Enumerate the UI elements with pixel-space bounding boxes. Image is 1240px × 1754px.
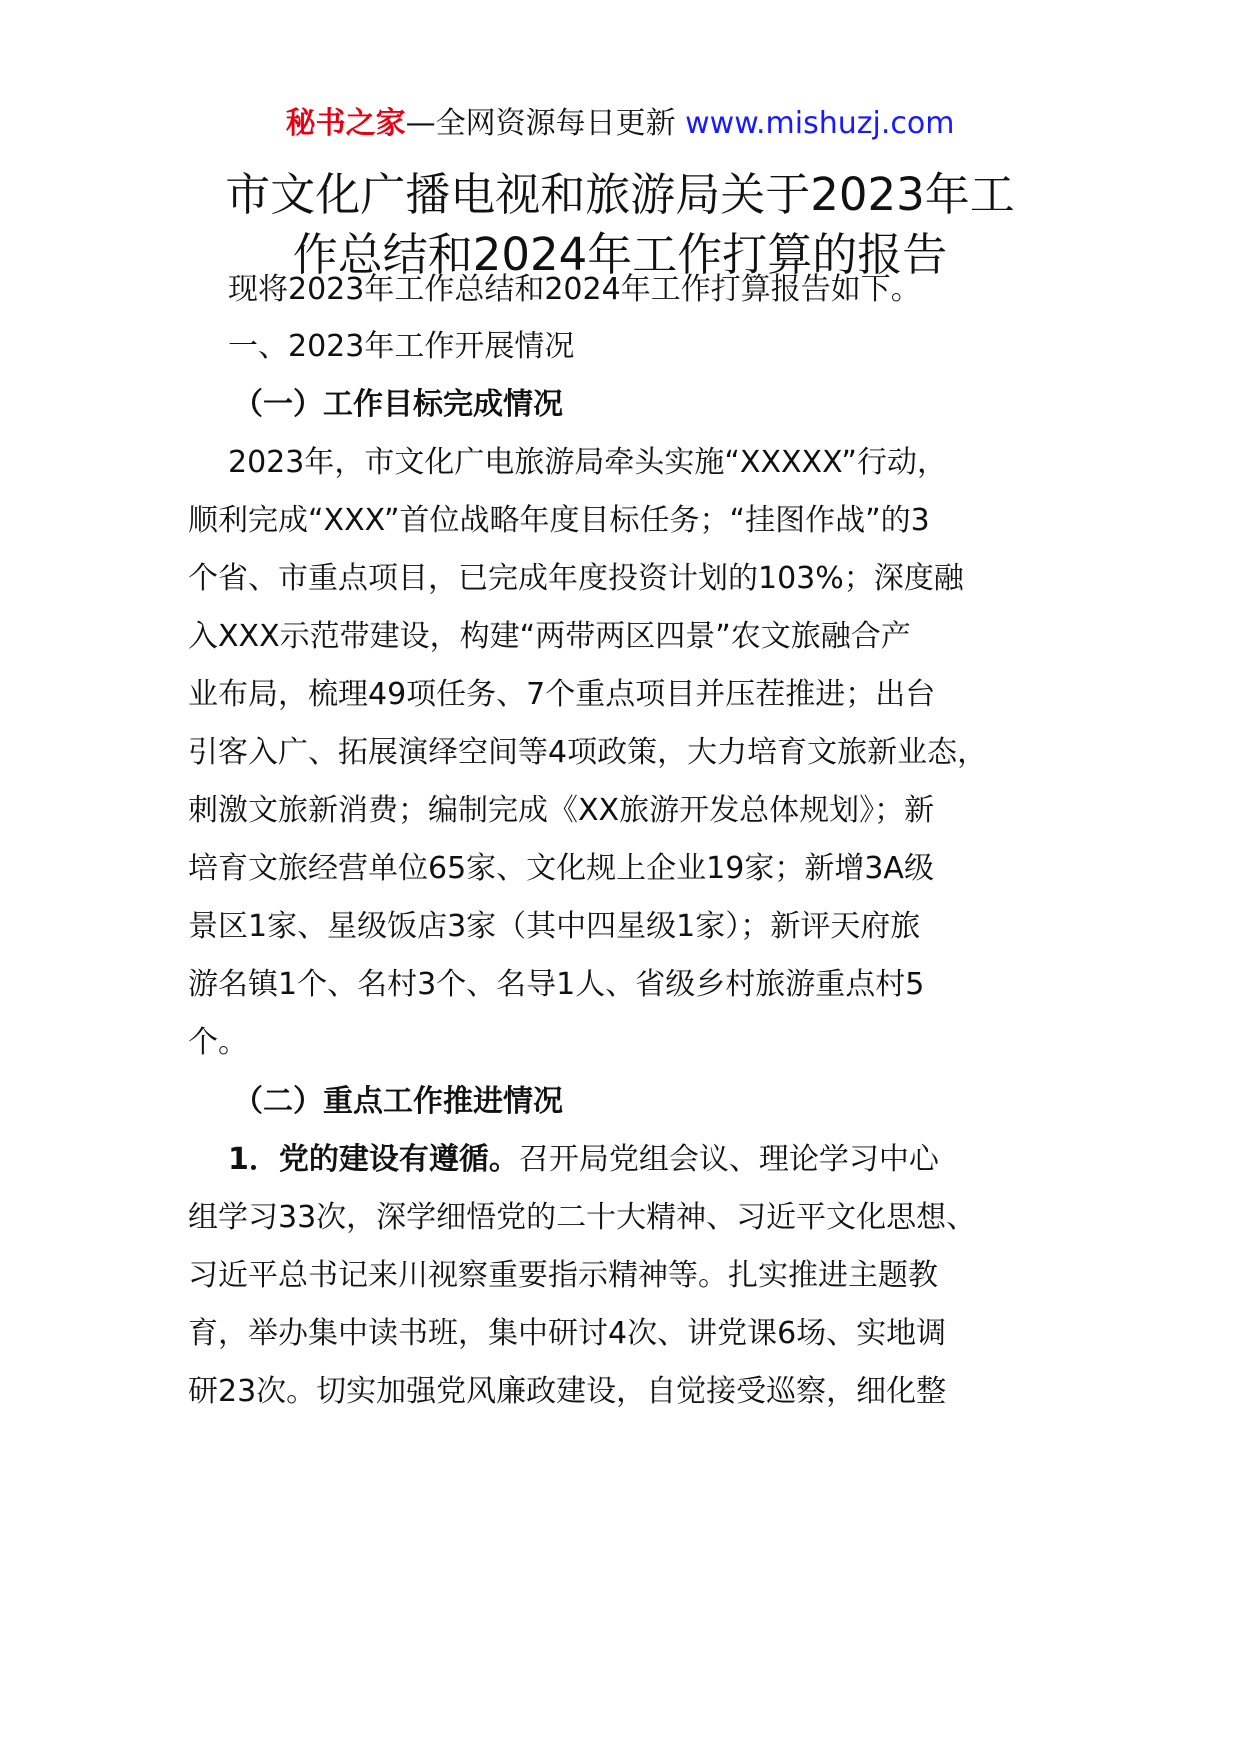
paragraph-line: 培育文旅经营单位65家、文化规上企业19家；新增3A级 xyxy=(188,851,934,886)
paragraph-line: 研23次。切实加强党风廉政建设，自觉接受巡察，细化整 xyxy=(188,1374,947,1409)
intro-paragraph: 现将2023年工作总结和2024年工作打算报告如下。 xyxy=(228,272,921,307)
banner-tagline: —全网资源每日更新 xyxy=(405,106,676,141)
paragraph-line: 习近平总书记来川视察重要指示精神等。扎实推进主题教 xyxy=(188,1258,938,1293)
paragraph-line: 顺利完成“XXX”首位战略年度目标任务；“挂图作战”的3 xyxy=(188,503,930,538)
title-line-1: 市文化广播电视和旅游局关于2023年工 xyxy=(225,168,1015,221)
site-url[interactable]: www.mishuzj.com xyxy=(685,106,955,141)
paragraph-line: 育，举办集中读书班，集中研讨4次、讲党课6场、实地调 xyxy=(188,1316,947,1351)
brand-name: 秘书之家 xyxy=(285,106,406,141)
document-title xyxy=(150,165,1090,285)
paragraph-line: 景区1家、星级饭店3家（其中四星级1家）；新评天府旅 xyxy=(188,909,921,944)
paragraph-line xyxy=(228,1140,939,1180)
paragraph-line: 组学习33次，深学细悟党的二十大精神、习近平文化思想、 xyxy=(188,1200,977,1235)
item-text: 召开局党组会议、理论学习中心 xyxy=(518,1142,939,1177)
paragraph-line: 2023年，市文化广电旅游局牵头实施“XXXXX”行动， xyxy=(228,445,947,480)
paragraph-line: 个省、市重点项目，已完成年度投资计划的103%；深度融 xyxy=(188,561,964,596)
paragraph-line: 引客入广、拓展演绎空间等4项政策，大力培育文旅新业态， xyxy=(188,735,988,770)
item-title: 1．党的建设有遵循。 xyxy=(228,1142,519,1177)
paragraph-line: 游名镇1个、名村3个、名导1人、省级乡村旅游重点村5 xyxy=(188,967,925,1002)
paragraph-line: 个。 xyxy=(188,1025,248,1060)
section-heading-1: 一、2023年工作开展情况 xyxy=(228,329,575,364)
paragraph-line: 入XXX示范带建设，构建“两带两区四景”农文旅融合产 xyxy=(188,619,911,654)
title-line-2: 作总结和2024年工作打算的报告 xyxy=(292,228,948,281)
paragraph-line: 刺激文旅新消费；编制完成《XX旅游开发总体规划》；新 xyxy=(188,793,935,828)
site-banner xyxy=(0,104,1240,144)
paragraph-line: 业布局，梳理49项任务、7个重点项目并压茬推进；出台 xyxy=(188,677,936,712)
subsection-heading-1: （一）工作目标完成情况 xyxy=(233,387,563,422)
subsection-heading-2: （二）重点工作推进情况 xyxy=(233,1084,563,1119)
